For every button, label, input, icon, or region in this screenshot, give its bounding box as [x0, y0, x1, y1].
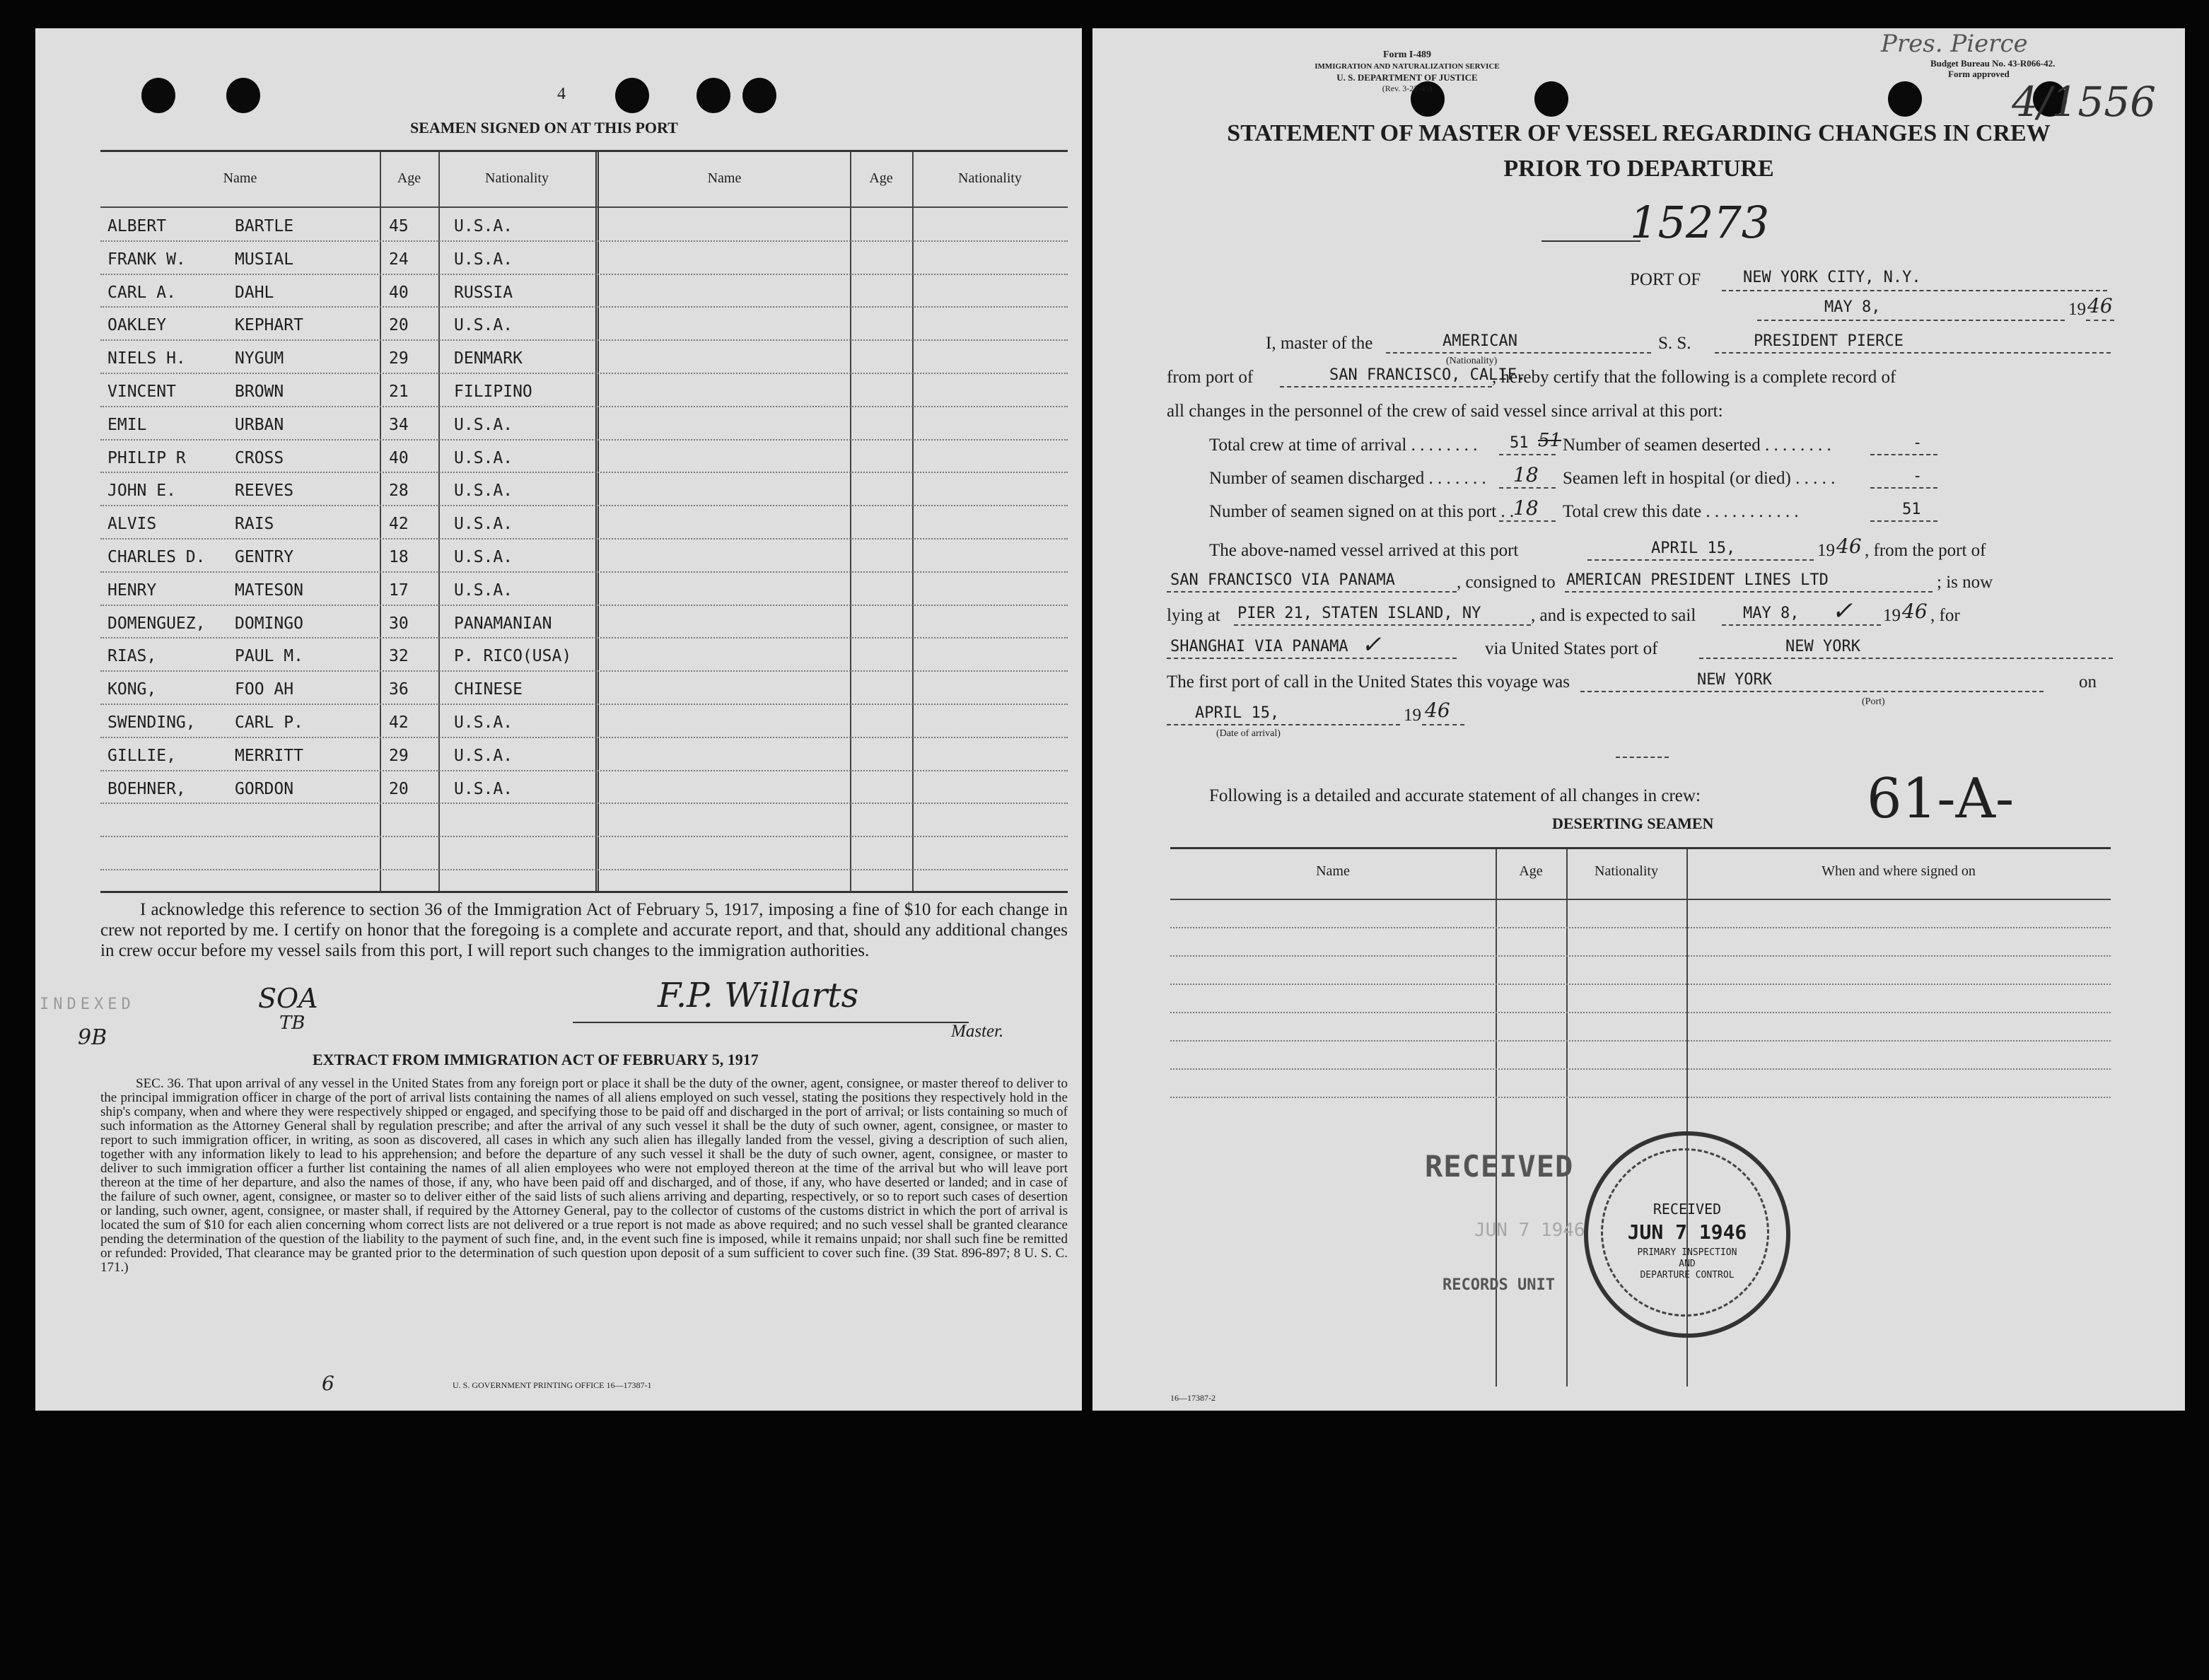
- form-number: Form I-489: [1382, 49, 1432, 60]
- margin-initials: SOA: [258, 983, 318, 1014]
- seaman-last-name: MATESON: [235, 581, 303, 600]
- via-us-port-label: via United States port of: [1485, 639, 1658, 658]
- col-header-age: Age: [397, 170, 421, 186]
- margin-note-2: 9B: [78, 1025, 107, 1050]
- seaman-first-name: NIELS H.: [107, 349, 186, 368]
- expected-sail-label: , and is expected to sail: [1531, 606, 1696, 625]
- footer-code: 16—17387-2: [1170, 1393, 1216, 1403]
- seaman-first-name: BOEHNER,: [107, 779, 186, 798]
- port-value: NEW YORK CITY, N.Y.: [1743, 269, 1921, 286]
- printing-office: U. S. GOVERNMENT PRINTING OFFICE 16—17387-1: [453, 1380, 652, 1390]
- arrived-year-prefix: 19: [1817, 541, 1835, 560]
- seaman-nationality: U.S.A.: [454, 746, 513, 765]
- section-title: SEAMEN SIGNED ON AT THIS PORT: [410, 119, 678, 136]
- desert-col-nationality: Nationality: [1595, 863, 1658, 879]
- form-title-line-1: STATEMENT OF MASTER OF VESSEL REGARDING CHANGES IN CREW: [1227, 120, 2051, 146]
- seaman-last-name: MUSIAL: [235, 250, 294, 269]
- seaman-first-name: FRANK W.: [107, 250, 186, 269]
- agency-line-1: IMMIGRATION AND NATURALIZATION SERVICE: [1315, 62, 1500, 71]
- seaman-last-name: KEPHART: [235, 316, 303, 335]
- seaman-age: 29: [389, 746, 409, 765]
- hospital-label: Seamen left in hospital (or died) . . . . .: [1563, 469, 1836, 488]
- punch-hole: [615, 78, 649, 113]
- destination-value: SHANGHAI VIA PANAMA: [1170, 638, 1348, 655]
- seaman-last-name: GORDON: [235, 779, 294, 798]
- seaman-nationality: U.S.A.: [454, 217, 513, 235]
- seaman-first-name: DOMENGUEZ,: [107, 614, 206, 633]
- deserted-value: -: [1913, 434, 1923, 452]
- seaman-last-name: FOO AH: [235, 680, 294, 699]
- seaman-nationality: U.S.A.: [454, 581, 513, 600]
- first-port-label: The first port of call in the United States this voyage was: [1167, 672, 1570, 692]
- round-stamp-line-3: DEPARTURE CONTROL: [1640, 1270, 1735, 1281]
- from-the-port-label: , from the port of: [1865, 541, 1986, 560]
- seaman-age: 20: [389, 316, 409, 335]
- seaman-age: 45: [389, 217, 409, 235]
- crew-table: [100, 150, 1068, 893]
- seaman-nationality: U.S.A.: [454, 415, 513, 434]
- seaman-first-name: CARL A.: [107, 283, 176, 302]
- seaman-age: 24: [389, 250, 409, 269]
- first-arrival-year: 46: [1425, 699, 1450, 722]
- seaman-last-name: CROSS: [235, 448, 284, 467]
- form-title-line-2: PRIOR TO DEPARTURE: [1503, 156, 1774, 182]
- revision-date: (Rev. 3-22-45): [1382, 83, 1433, 93]
- us-port-value: NEW YORK: [1785, 638, 1860, 655]
- right-page: [1092, 28, 2185, 1411]
- seaman-nationality: P. RICO(USA): [454, 647, 572, 666]
- sail-date: MAY 8,: [1743, 605, 1800, 622]
- hospital-value: -: [1913, 467, 1923, 485]
- from-port-label: from port of: [1167, 368, 1254, 387]
- seaman-first-name: KONG,: [107, 680, 157, 699]
- punch-hole: [696, 78, 730, 113]
- seaman-age: 18: [389, 548, 409, 566]
- received-date-faded: JUN 7 1946: [1474, 1220, 1585, 1241]
- form-approved: Form approved: [1948, 69, 2010, 79]
- first-port-value: NEW YORK: [1697, 671, 1772, 689]
- master-label: Master.: [951, 1022, 1004, 1041]
- seaman-last-name: DAHL: [235, 283, 274, 302]
- arrived-year: 46: [1836, 535, 1862, 558]
- col-header-nationality: Nationality: [485, 170, 549, 186]
- margin-note: TB: [279, 1013, 305, 1034]
- seaman-nationality: DENMARK: [454, 349, 523, 368]
- deserted-label: Number of seamen deserted . . . . . . . .: [1563, 436, 1831, 455]
- received-stamp: RECEIVED: [1425, 1149, 1574, 1184]
- total-crew-value: 51: [1510, 434, 1529, 452]
- certify-text-1: , hereby certify that the following is a complete record of: [1492, 368, 1896, 387]
- seaman-first-name: PHILIP R: [107, 448, 186, 467]
- port-caption: (Port): [1862, 696, 1885, 707]
- extract-title: EXTRACT FROM IMMIGRATION ACT OF FEBRUARY 5, 1917: [313, 1051, 759, 1068]
- handwritten-date-note: 4/1556: [2012, 78, 2157, 126]
- for-label: , for: [1930, 606, 1960, 625]
- seaman-last-name: BROWN: [235, 383, 284, 401]
- year-prefix: 19: [2068, 300, 2086, 319]
- following-text: Following is a detailed and accurate statement of all changes in crew:: [1209, 786, 1701, 805]
- seaman-nationality: RUSSIA: [454, 283, 513, 302]
- seaman-age: 34: [389, 415, 409, 434]
- seaman-last-name: RAIS: [235, 515, 274, 534]
- seaman-nationality: U.S.A.: [454, 482, 513, 501]
- berth-value: PIER 21, STATEN ISLAND, NY: [1237, 605, 1481, 622]
- seaman-last-name: GENTRY: [235, 548, 294, 566]
- port-label: PORT OF: [1630, 270, 1701, 289]
- seaman-first-name: RIAS,: [107, 647, 157, 666]
- desert-col-when-where: When and where signed on: [1822, 863, 1976, 879]
- records-unit-stamp: RECORDS UNIT: [1442, 1276, 1555, 1294]
- agency-line-2: U. S. DEPARTMENT OF JUSTICE: [1336, 72, 1478, 83]
- punch-hole: [742, 78, 776, 113]
- seaman-first-name: EMIL: [107, 415, 147, 434]
- discharged-label: Number of seamen discharged . . . . . . .: [1209, 469, 1486, 488]
- master-of-label: I, master of the: [1266, 334, 1373, 353]
- extract-text: SEC. 36. That upon arrival of any vessel in the United States from any foreign port or place it shall be the duty of the owner, agent, consignee, or master thereof to deliver to the principal immigration officer in charge of the port of arrival lists containing the names of all aliens employed on such vessel, stating the positions they respectively hold in the ship's company, when and where they were respectively shipped or engaged, and specifying those to be paid off and discharged in the port of arrival; or lists containing so much of such information as the Attorney General shall by regulation prescribe; and after the arrival of any such vessel it shall be the duty of such owner, agent, consignee, or master to report to such immigration officer, in writing, as soon as discovered, all cases in which any such alien has illegally landed from the vessel, giving a description of such alien, together with any information likely to lead to his apprehension; and before the departure of any such vessel it shall be the duty of such owner, agent, consignee, or master to deliver to such immigration officer a further list containing the names of all alien employees who were not employed thereon at the time of the arrival but who will leave port thereon at the time of her departure, and also the names of those, if any, who have been paid off and discharged, and of those, if any, who have deserted or landed; and in case of the failure of such owner, agent, consignee, or master so to deliver either of the said lists of such aliens arriving and departing, respectively, or so to report such cases of desertion or landing, such owner, agent, consignee, or master shall, if required by the Attorney General, pay to the collector of customs of the customs district in which the port of arrival is located the sum of $10 for each alien concerning whom correct lists are not delivered or a true report is not made as above required; and no such vessel shall be granted clearance pending the determination of the question of the liability to the payment of such fine, and, in the event such fine is imposed, while it remains unpaid; nor shall such fine be remitted or refunded: Provided, That clearance may be granted prior to the determination of such question upon deposit of a sum sufficient to cover such fine. (39 Stat. 896-897; 8 U. S. C. 171.): [100, 1076, 1068, 1275]
- seaman-age: 42: [389, 515, 409, 534]
- col-header-nationality-2: Nationality: [958, 170, 1022, 186]
- statement-year: 46: [2087, 294, 2113, 317]
- seaman-first-name: ALBERT: [107, 217, 167, 235]
- seaman-first-name: HENRY: [107, 581, 157, 600]
- punch-hole: [141, 78, 175, 113]
- seaman-age: 36: [389, 680, 409, 699]
- seaman-age: 32: [389, 647, 409, 666]
- seaman-age: 21: [389, 383, 409, 401]
- indexed-stamp: INDEXED: [40, 996, 135, 1013]
- lying-at-label: lying at: [1167, 606, 1220, 625]
- seaman-nationality: U.S.A.: [454, 316, 513, 335]
- seaman-first-name: GILLIE,: [107, 746, 176, 765]
- total-this-date-label: Total crew this date . . . . . . . . . . .: [1563, 502, 1799, 521]
- seaman-first-name: CHARLES D.: [107, 548, 206, 566]
- signed-on-value: 18: [1513, 496, 1539, 520]
- origin-value: SAN FRANCISCO VIA PANAMA: [1170, 571, 1395, 589]
- seaman-last-name: BARTLE: [235, 217, 294, 235]
- left-page: [35, 28, 1082, 1411]
- arrived-label: The above-named vessel arrived at this port: [1209, 541, 1519, 560]
- page-number: 4: [557, 85, 566, 103]
- nationality-caption: (Nationality): [1446, 356, 1498, 366]
- round-stamp-line-2: AND: [1679, 1259, 1696, 1269]
- desert-col-age: Age: [1519, 863, 1543, 879]
- col-header-name: Name: [223, 170, 257, 186]
- col-header-name-2: Name: [707, 170, 742, 186]
- seaman-age: 40: [389, 283, 409, 302]
- consigned-label: , consigned to: [1457, 573, 1556, 592]
- seaman-nationality: U.S.A.: [454, 515, 513, 534]
- master-signature: F.P. Willarts: [658, 976, 859, 1015]
- date-of-arrival-caption: (Date of arrival): [1216, 728, 1281, 739]
- destination-checkmark: ✓: [1361, 631, 1382, 659]
- sail-year: 46: [1902, 600, 1928, 623]
- seaman-nationality: U.S.A.: [454, 713, 513, 732]
- seaman-age: 20: [389, 779, 409, 798]
- sail-checkmark: ✓: [1831, 597, 1853, 626]
- punch-hole: [226, 78, 260, 113]
- seaman-nationality: U.S.A.: [454, 250, 513, 269]
- statement-date: MAY 8,: [1824, 298, 1881, 316]
- seaman-age: 30: [389, 614, 409, 633]
- seaman-age: 28: [389, 482, 409, 501]
- desert-col-name: Name: [1316, 863, 1350, 879]
- deserting-title: DESERTING SEAMEN: [1552, 815, 1714, 832]
- vessel-nationality: AMERICAN: [1442, 332, 1517, 350]
- arrived-date: APRIL 15,: [1651, 539, 1736, 557]
- seaman-first-name: OAKLEY: [107, 316, 167, 335]
- total-crew-struck: 51: [1538, 430, 1562, 451]
- col-header-age-2: Age: [869, 170, 893, 186]
- seaman-last-name: URBAN: [235, 415, 284, 434]
- seaman-age: 17: [389, 581, 409, 600]
- on-label: on: [2079, 672, 2097, 692]
- handwritten-code: 61-A-: [1867, 767, 2015, 831]
- seaman-last-name: MERRITT: [235, 746, 303, 765]
- seaman-last-name: DOMINGO: [235, 614, 303, 633]
- seaman-nationality: U.S.A.: [454, 548, 513, 566]
- seaman-age: 42: [389, 713, 409, 732]
- ss-label: S. S.: [1658, 334, 1691, 353]
- is-now-label: ; is now: [1937, 573, 1993, 592]
- signed-on-label: Number of seamen signed on at this port . .: [1209, 502, 1515, 521]
- seaman-nationality: CHINESE: [454, 680, 523, 699]
- seaman-last-name: REEVES: [235, 482, 294, 501]
- handwritten-vessel-note: Pres. Pierce: [1881, 30, 2028, 58]
- seaman-first-name: VINCENT: [107, 383, 176, 401]
- footer-mark: 6: [322, 1372, 334, 1395]
- from-port-value: SAN FRANCISCO, CALIF.: [1329, 366, 1527, 384]
- acknowledgment-text: I acknowledge this reference to section 36 of the Immigration Act of February 5, 1917, imposing a fine of $10 for each change in crew not reported by me. I certify on honor that the foregoing is a complete and accurate report, and that, should any additional changes in crew occur before my vessel sails from this port, I will report such changes to the immigration authorities.: [100, 900, 1068, 960]
- round-received-stamp: [1584, 1131, 1790, 1338]
- seaman-last-name: PAUL M.: [235, 647, 303, 666]
- arrival-year-prefix: 19: [1404, 706, 1421, 725]
- seaman-nationality: FILIPINO: [454, 383, 532, 401]
- seaman-nationality: U.S.A.: [454, 779, 513, 798]
- round-stamp-date: JUN 7 1946: [1627, 1220, 1747, 1244]
- seaman-age: 29: [389, 349, 409, 368]
- sail-year-prefix: 19: [1883, 606, 1901, 625]
- seaman-last-name: CARL P.: [235, 713, 303, 732]
- first-arrival-date: APRIL 15,: [1195, 704, 1280, 722]
- total-crew-label: Total crew at time of arrival . . . . . . . .: [1209, 436, 1478, 455]
- handwritten-file-number: 15273: [1630, 197, 1770, 248]
- seaman-nationality: PANAMANIAN: [454, 614, 552, 633]
- seaman-nationality: U.S.A.: [454, 448, 513, 467]
- round-stamp-received: RECEIVED: [1653, 1201, 1722, 1218]
- seaman-first-name: ALVIS: [107, 515, 157, 534]
- budget-bureau: Budget Bureau No. 43-R066-42.: [1930, 58, 2056, 69]
- seaman-last-name: NYGUM: [235, 349, 284, 368]
- round-stamp-line-1: PRIMARY INSPECTION: [1637, 1247, 1737, 1258]
- punch-hole: [1888, 81, 1922, 117]
- certify-text-2: all changes in the personnel of the crew of said vessel since arrival at this port:: [1167, 402, 1723, 421]
- consignee-value: AMERICAN PRESIDENT LINES LTD: [1566, 571, 1829, 589]
- discharged-value: 18: [1513, 463, 1539, 486]
- ship-name: PRESIDENT PIERCE: [1754, 332, 1904, 350]
- seaman-first-name: JOHN E.: [107, 482, 176, 501]
- seaman-first-name: SWENDING,: [107, 713, 196, 732]
- total-this-date-value: 51: [1902, 501, 1921, 518]
- seaman-age: 40: [389, 448, 409, 467]
